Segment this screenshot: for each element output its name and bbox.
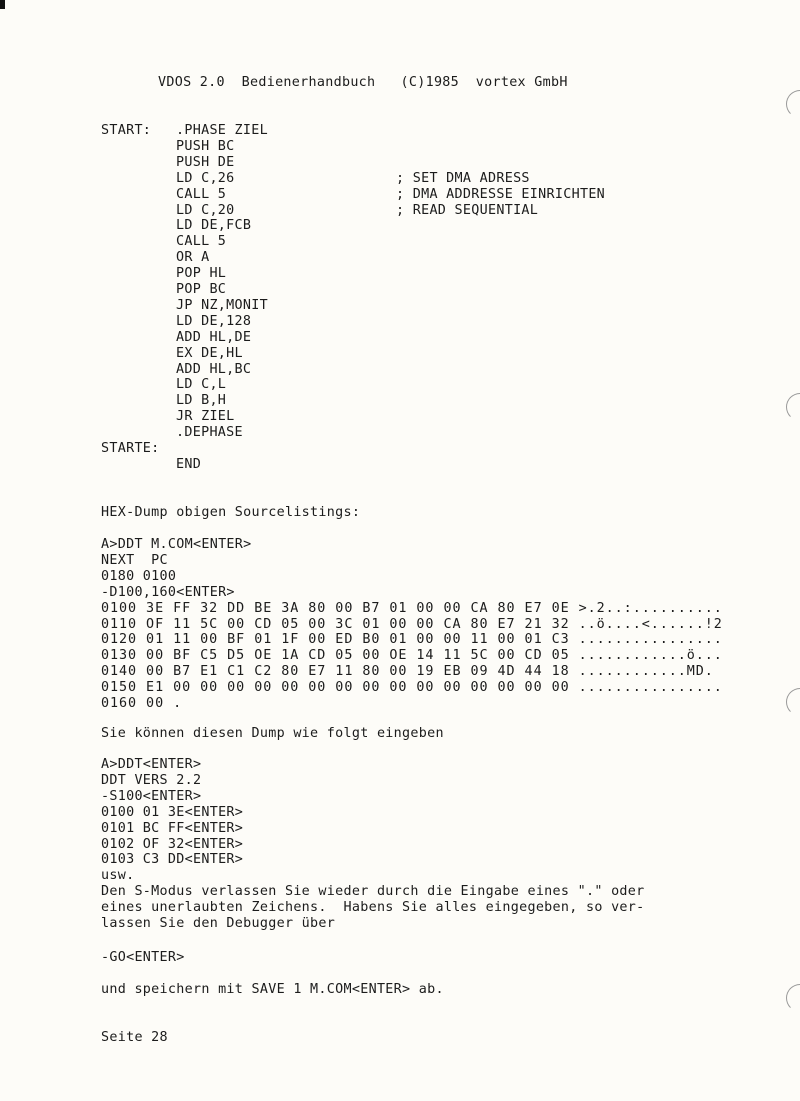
entry-line: 0101 BC FF<ENTER> bbox=[101, 820, 244, 836]
entry-line: DDT VERS 2.2 bbox=[101, 772, 202, 788]
code-instruction: PUSH BC bbox=[176, 138, 235, 154]
punch-hole-bottom bbox=[786, 984, 800, 1012]
ddt-line: 0180 0100 bbox=[101, 568, 177, 584]
dump-row: 0120 01 11 00 BF 01 1F 00 ED B0 01 00 00 11 00 01 C3 ................ bbox=[101, 632, 723, 648]
save-instruction: und speichern mit SAVE 1 M.COM<ENTER> ab. bbox=[101, 982, 444, 997]
code-instruction: PUSH DE bbox=[176, 154, 235, 170]
code-instruction: LD C,L bbox=[176, 377, 227, 393]
ddt-line: NEXT PC bbox=[101, 552, 168, 568]
hexdump-heading: HEX-Dump obigen Sourcelistings: bbox=[101, 505, 361, 520]
code-instruction: JP NZ,MONIT bbox=[176, 297, 268, 313]
code-instruction: JR ZIEL bbox=[176, 409, 235, 425]
dump-row: 0160 00 . bbox=[101, 696, 183, 711]
entry-line: eines unerlaubten Zeichens. Habens Sie alles eingegeben, so ver- bbox=[101, 900, 645, 916]
dump-row: 0140 00 B7 E1 C1 C2 80 E7 11 80 00 19 EB 09 4D 44 18 ............MD. bbox=[101, 664, 714, 680]
code-instruction: END bbox=[176, 456, 202, 472]
code-instruction: POP HL bbox=[176, 266, 227, 282]
code-instruction: ADD HL,DE bbox=[176, 329, 252, 345]
entry-line: lassen Sie den Debugger über bbox=[101, 916, 336, 931]
code-instruction: ADD HL,BC bbox=[176, 361, 252, 377]
entry-line: Den S-Modus verlassen Sie wieder durch die Eingabe eines "." oder bbox=[101, 884, 645, 900]
code-comment: ; SET DMA ADRESS bbox=[396, 170, 530, 186]
punch-hole-lower bbox=[786, 688, 800, 716]
code-instruction: POP BC bbox=[176, 282, 227, 297]
code-instruction: EX DE,HL bbox=[176, 345, 243, 361]
code-instruction: LD DE,128 bbox=[176, 313, 252, 329]
punch-hole-middle bbox=[786, 393, 800, 421]
code-instruction: CALL 5 bbox=[176, 234, 227, 250]
code-comment: ; DMA ADDRESSE EINRICHTEN bbox=[396, 186, 606, 202]
code-instruction: OR A bbox=[176, 250, 210, 266]
enter-instruction: Sie können diesen Dump wie folgt eingeben bbox=[101, 726, 444, 741]
code-instruction: LD C,26 bbox=[176, 170, 235, 186]
entry-line: 0102 OF 32<ENTER> bbox=[101, 836, 244, 852]
code-instruction: LD B,H bbox=[176, 393, 227, 409]
dump-row: 0110 OF 11 5C 00 CD 05 00 3C 01 00 00 CA 80 E7 21 32 ..ö....<......!2 bbox=[101, 616, 723, 632]
dump-row: 0100 3E FF 32 DD BE 3A 80 00 B7 01 00 00 CA 80 E7 0E >.2..:.......... bbox=[101, 600, 723, 616]
corner-mark bbox=[0, 0, 5, 9]
ddt-line: -D100,160<ENTER> bbox=[101, 584, 235, 600]
code-instruction: LD C,20 bbox=[176, 202, 235, 218]
go-command: -GO<ENTER> bbox=[101, 950, 185, 965]
entry-line: usw. bbox=[101, 868, 135, 884]
code-label: STARTE: bbox=[101, 441, 160, 456]
code-instruction: CALL 5 bbox=[176, 186, 227, 202]
dump-row: 0150 E1 00 00 00 00 00 00 00 00 00 00 00 00 00 00 00 ................ bbox=[101, 680, 723, 696]
entry-line: -S100<ENTER> bbox=[101, 788, 202, 804]
code-label: START: bbox=[101, 123, 152, 138]
punch-hole-top bbox=[786, 90, 800, 118]
page-number: Seite 28 bbox=[101, 1030, 168, 1045]
page-header: VDOS 2.0 Bedienerhandbuch (C)1985 vortex GmbH bbox=[158, 75, 568, 90]
entry-line: 0100 01 3E<ENTER> bbox=[101, 804, 244, 820]
code-instruction: .PHASE ZIEL bbox=[176, 123, 268, 138]
ddt-line: A>DDT M.COM<ENTER> bbox=[101, 537, 252, 552]
dump-row: 0130 00 BF C5 D5 OE 1A CD 05 00 OE 14 11 5C 00 CD 05 ............ö... bbox=[101, 648, 723, 664]
entry-line: 0103 C3 DD<ENTER> bbox=[101, 852, 244, 868]
code-instruction: .DEPHASE bbox=[176, 425, 243, 441]
code-instruction: LD DE,FCB bbox=[176, 218, 252, 234]
entry-line: A>DDT<ENTER> bbox=[101, 757, 202, 772]
code-comment: ; READ SEQUENTIAL bbox=[396, 202, 539, 218]
